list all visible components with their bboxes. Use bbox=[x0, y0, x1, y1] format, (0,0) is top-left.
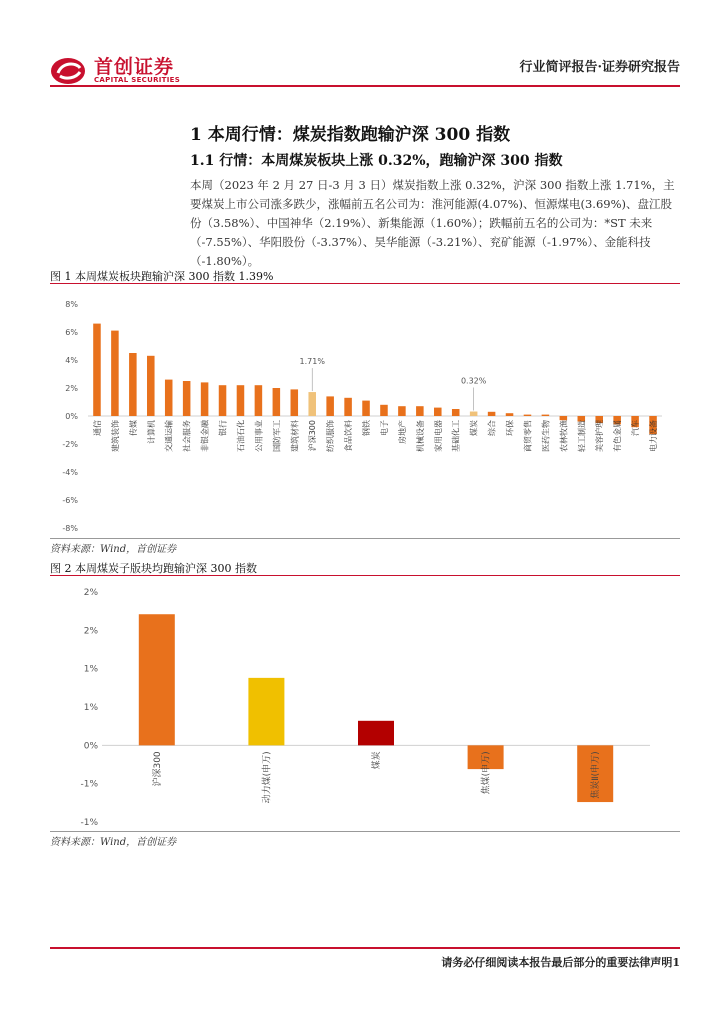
x-category-label: 公用事业 bbox=[254, 420, 264, 452]
logo-chinese-name: 首创证券 bbox=[94, 56, 175, 78]
y-tick-label: -4% bbox=[62, 468, 78, 477]
x-category-label: 煤炭 bbox=[372, 751, 382, 770]
bar bbox=[488, 412, 496, 416]
x-category-label: 煤炭 bbox=[469, 420, 479, 436]
report-type-label: 行业简评报告·证券研究报告 bbox=[519, 60, 680, 75]
legal-disclaimer-note: 请务必仔细阅读本报告最后部分的重要法律声明1 bbox=[441, 956, 680, 969]
data-label: 0.32% bbox=[460, 376, 487, 386]
x-category-label: 沪深300 bbox=[308, 420, 318, 452]
bar bbox=[452, 409, 460, 416]
bar bbox=[147, 356, 155, 416]
x-category-label: 环保 bbox=[505, 420, 515, 436]
bar bbox=[248, 678, 284, 745]
x-category-label: 基础化工 bbox=[451, 420, 461, 452]
market-summary-paragraph: 本周（2023 年 2 月 27 日-3 月 3 日）煤炭指数上涨 0.32%，沪深 300 指数上涨 1.71%，主要煤炭上市公司涨多跌少，涨幅前五名公司为：淮河能源(4.07%)、恒源煤电(3.69%)、盘江股份（3.58%）、中国神华（2.19%）、新集能源（1.60%）；跌幅前五名的公司为：*ST 未来（-7.55%）、华阳股份（-3.37%）、昊华能源（-3.21%）、兖矿能源（-1.97%）、金能科技（-1.80%）。 bbox=[190, 178, 675, 268]
y-tick-label: -2% bbox=[62, 440, 78, 449]
y-tick-label: 6% bbox=[65, 328, 78, 337]
y-tick-label: 0% bbox=[83, 741, 98, 752]
bar bbox=[380, 405, 388, 416]
bar bbox=[129, 353, 137, 416]
figure1-source: 资料来源：Wind，首创证券 bbox=[50, 544, 177, 555]
x-category-label: 电子 bbox=[379, 420, 389, 436]
x-category-label: 轻工制造 bbox=[577, 420, 587, 452]
bar bbox=[237, 385, 245, 416]
y-tick-label: 0% bbox=[65, 412, 78, 421]
bar bbox=[165, 380, 173, 416]
bar bbox=[273, 388, 281, 416]
bar bbox=[524, 415, 532, 416]
bar bbox=[219, 385, 227, 416]
bar bbox=[183, 381, 191, 416]
bar bbox=[93, 324, 101, 416]
coal-subsector-bar-chart bbox=[50, 578, 680, 833]
x-category-label: 电力设备 bbox=[649, 420, 659, 452]
x-category-label: 汽车 bbox=[631, 420, 641, 436]
x-category-label: 通信 bbox=[92, 420, 102, 436]
logo-english-name: CAPITAL SECURITIES bbox=[94, 76, 181, 84]
x-category-label: 食品饮料 bbox=[344, 420, 354, 452]
bar bbox=[308, 392, 316, 416]
x-category-label: 非银金融 bbox=[200, 420, 210, 452]
x-category-label: 传媒 bbox=[128, 420, 138, 436]
y-tick-label: -6% bbox=[62, 496, 78, 505]
figure1-bottom-rule bbox=[50, 538, 680, 539]
x-category-label: 焦炭Ⅱ(申万) bbox=[591, 751, 602, 799]
bar bbox=[362, 401, 370, 416]
bar bbox=[506, 413, 514, 416]
x-category-label: 钢铁 bbox=[362, 420, 372, 436]
x-category-label: 石油石化 bbox=[236, 420, 246, 452]
bar bbox=[291, 389, 299, 416]
x-category-label: 农林牧渔 bbox=[559, 420, 569, 452]
x-category-label: 商贸零售 bbox=[523, 420, 533, 452]
x-category-label: 综合 bbox=[487, 420, 497, 436]
y-tick-label: 2% bbox=[83, 588, 98, 598]
section-heading: 1 本周行情：煤炭指数跑输沪深 300 指数 bbox=[190, 125, 511, 145]
x-category-label: 房地产 bbox=[397, 420, 407, 444]
x-category-label: 美容护理 bbox=[595, 420, 605, 452]
bar bbox=[416, 406, 424, 416]
figure2-bottom-rule bbox=[50, 831, 680, 832]
header-divider bbox=[50, 85, 680, 87]
x-category-label: 银行 bbox=[218, 420, 228, 436]
footer-divider bbox=[50, 947, 680, 949]
bar bbox=[139, 614, 175, 745]
y-tick-label: -1% bbox=[80, 779, 98, 790]
y-tick-label: -1% bbox=[80, 818, 98, 828]
industry-return-bar-chart bbox=[50, 286, 680, 538]
bar bbox=[326, 396, 334, 416]
bar bbox=[344, 398, 352, 416]
y-tick-label: 4% bbox=[65, 356, 78, 365]
y-tick-label: 2% bbox=[83, 626, 98, 637]
x-category-label: 医药生物 bbox=[541, 420, 551, 452]
x-category-label: 国防军工 bbox=[272, 420, 282, 452]
x-category-label: 焦煤(申万) bbox=[481, 751, 492, 795]
x-category-label: 纺织服饰 bbox=[326, 420, 336, 452]
figure1-top-rule bbox=[50, 283, 680, 284]
x-category-label: 家用电器 bbox=[433, 420, 443, 452]
x-category-label: 有色金属 bbox=[613, 420, 623, 452]
x-category-label: 机械设备 bbox=[415, 420, 425, 452]
x-category-label: 建筑材料 bbox=[290, 420, 300, 452]
x-category-label: 动力煤(申万) bbox=[262, 751, 273, 804]
bar bbox=[398, 406, 406, 416]
figure1-title: 图 1 本周煤炭板块跑输沪深 300 指数 1.39% bbox=[50, 270, 274, 283]
y-tick-label: 1% bbox=[83, 703, 98, 713]
y-tick-label: -8% bbox=[62, 524, 78, 533]
bar bbox=[358, 721, 394, 746]
x-category-label: 沪深300 bbox=[152, 751, 163, 787]
bar bbox=[470, 412, 478, 416]
x-category-label: 计算机 bbox=[146, 420, 156, 444]
subsection-heading: 1.1 行情：本周煤炭板块上涨 0.32%，跑输沪深 300 指数 bbox=[190, 153, 563, 169]
y-tick-label: 1% bbox=[83, 664, 98, 675]
figure2-title: 图 2 本周煤炭子版块均跑输沪深 300 指数 bbox=[50, 562, 257, 575]
bar bbox=[201, 382, 209, 416]
bar bbox=[111, 331, 119, 416]
capital-securities-logo-icon bbox=[50, 56, 90, 86]
bar bbox=[255, 385, 263, 416]
x-category-label: 建筑装饰 bbox=[110, 420, 120, 452]
x-category-label: 社会服务 bbox=[182, 420, 192, 452]
bar bbox=[434, 408, 442, 416]
bar bbox=[560, 416, 568, 420]
bar bbox=[542, 415, 550, 416]
figure2-source: 资料来源：Wind，首创证券 bbox=[50, 837, 177, 848]
y-tick-label: 2% bbox=[65, 384, 78, 393]
report-header bbox=[50, 40, 680, 86]
y-tick-label: 8% bbox=[65, 300, 78, 309]
data-label: 1.71% bbox=[299, 357, 325, 367]
figure2-top-rule bbox=[50, 575, 680, 576]
x-category-label: 交通运输 bbox=[164, 420, 174, 452]
